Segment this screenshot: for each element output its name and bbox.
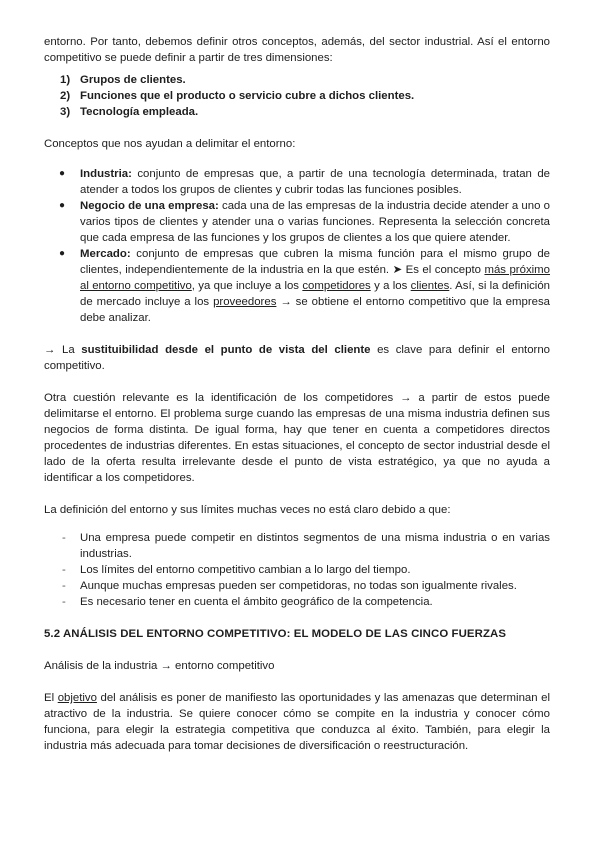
arrow-right-icon: →	[276, 296, 296, 308]
concept-term: Negocio de una empresa:	[80, 200, 219, 212]
intro-paragraph: entorno. Por tanto, debemos definir otros conceptos, además, del sector industrial. Así el entorno competitivo se puede definir a partir de tres dimensiones:	[44, 36, 550, 64]
concept-item-mercado	[44, 246, 550, 326]
concept-text: , ya que incluye a los	[191, 280, 303, 292]
dimension-item	[44, 104, 550, 120]
limite-item	[44, 578, 550, 594]
dimension-number: 2)	[60, 90, 71, 102]
underlined-text: proveedores	[213, 296, 277, 308]
limite-text: Los límites del entorno competitivo cambian a lo largo del tiempo.	[80, 564, 411, 576]
arrowhead-icon: ➤	[392, 264, 403, 276]
limite-text: Es necesario tener en cuenta el ámbito geográfico de la competencia.	[80, 596, 433, 608]
limite-item	[44, 530, 550, 562]
concept-text: se obtiene el entorno competitivo que la empresa debe analizar.	[80, 296, 550, 324]
concept-text: conjunto de empresas que cubren la misma función para el mismo grupo de clientes, independientemente de la industria en la que estén.	[80, 248, 550, 276]
bullet-icon: ●	[59, 168, 66, 179]
paragraph-text: El	[44, 692, 58, 704]
dash-icon: -	[62, 580, 66, 592]
section-heading: 5.2 ANÁLISIS DEL ENTORNO COMPETITIVO: EL MODELO DE LAS CINCO FUERZAS	[44, 628, 507, 640]
limites-intro: La definición del entorno y sus límites muchas veces no está claro debido a que:	[44, 504, 451, 516]
dimension-text: Funciones que el producto o servicio cubre a dichos clientes.	[80, 90, 415, 102]
concept-item-negocio	[44, 198, 550, 246]
concept-text: conjunto de empresas que, a partir de una tecnología determinada, tratan de atender a todos los grupos de clientes y cubrir todas las funciones posibles.	[80, 168, 550, 196]
concepts-intro: Conceptos que nos ayudan a delimitar el entorno:	[44, 138, 296, 150]
dash-icon: -	[62, 532, 66, 544]
concept-text: . Así, si la definición de mercado incluye a los	[80, 280, 551, 308]
dimension-text: Tecnología empleada.	[80, 106, 199, 118]
concept-item-industria	[44, 166, 550, 198]
objetivo-paragraph	[44, 690, 550, 754]
dimension-item	[44, 88, 550, 104]
bold-text: sustituibilidad desde el punto de vista del cliente	[81, 344, 371, 356]
dimension-number: 1)	[60, 74, 71, 86]
dash-icon: -	[62, 596, 66, 608]
underlined-text: objetivo	[57, 692, 97, 704]
underlined-text: más próximo al entorno competitivo	[80, 264, 550, 292]
bullet-icon: ●	[59, 248, 66, 259]
dimension-item	[44, 72, 550, 88]
paragraph-text: es clave para definir el entorno competitivo.	[44, 344, 551, 372]
concept-term: Industria:	[80, 168, 132, 180]
dimension-number: 3)	[60, 106, 71, 118]
concept-term: Mercado:	[80, 248, 131, 260]
arrow-right-icon: → La	[44, 344, 82, 356]
concept-text: cada una de las empresas de la industria decide atender a uno o varios tipos de clientes y atender una o varias funciones. Representa la selección concreta que cada empresa de las funciones y los grupos de clientes a los que quiere atender.	[80, 200, 550, 244]
bullet-icon: ●	[59, 200, 66, 211]
underlined-text: competidores	[302, 280, 371, 292]
competidores-paragraph: Otra cuestión relevante es la identificación de los competidores → a partir de estos puede delimitarse el entorno. El problema surge cuando las empresas de una misma industria definen sus negocios de forma distinta. De igual forma, hay que tener en cuenta a competidores directos procedentes de industrias diferentes. En estas situaciones, el concepto de sector industrial desde el lado de la oferta resulta irrelevante desde el punto de vista estratégico, ya que no ayuda a identificar a los competidores.	[44, 392, 550, 484]
underlined-text: clientes	[410, 280, 450, 292]
concept-text: Es el concepto	[402, 264, 485, 276]
limite-item	[44, 562, 550, 578]
dash-icon: -	[62, 564, 66, 576]
paragraph-text: del análisis es poner de manifiesto las oportunidades y las amenazas que determinan el atractivo de la industria. Se quiere conocer cómo se compite en la industria y conocer cómo funciona, para elegir la estrategia competitiva que conduzca al éxito. También, para elegir la industria más adecuada para tomar decisiones de diversificación o reestructuración.	[44, 692, 551, 752]
concept-text: y a los	[370, 280, 411, 292]
concepts-list	[44, 166, 550, 326]
dimension-text: Grupos de clientes.	[80, 74, 186, 86]
limite-item	[44, 594, 550, 610]
dimensions-list	[44, 72, 550, 120]
section-subtitle: Análisis de la industria → entorno competitivo	[44, 660, 275, 672]
sustituibilidad-paragraph	[44, 342, 550, 374]
limite-text: Aunque muchas empresas pueden ser competidoras, no todas son igualmente rivales.	[80, 580, 517, 592]
limite-text: Una empresa puede competir en distintos segmentos de una misma industria o en varias industrias.	[80, 532, 550, 560]
limites-list	[44, 530, 550, 610]
